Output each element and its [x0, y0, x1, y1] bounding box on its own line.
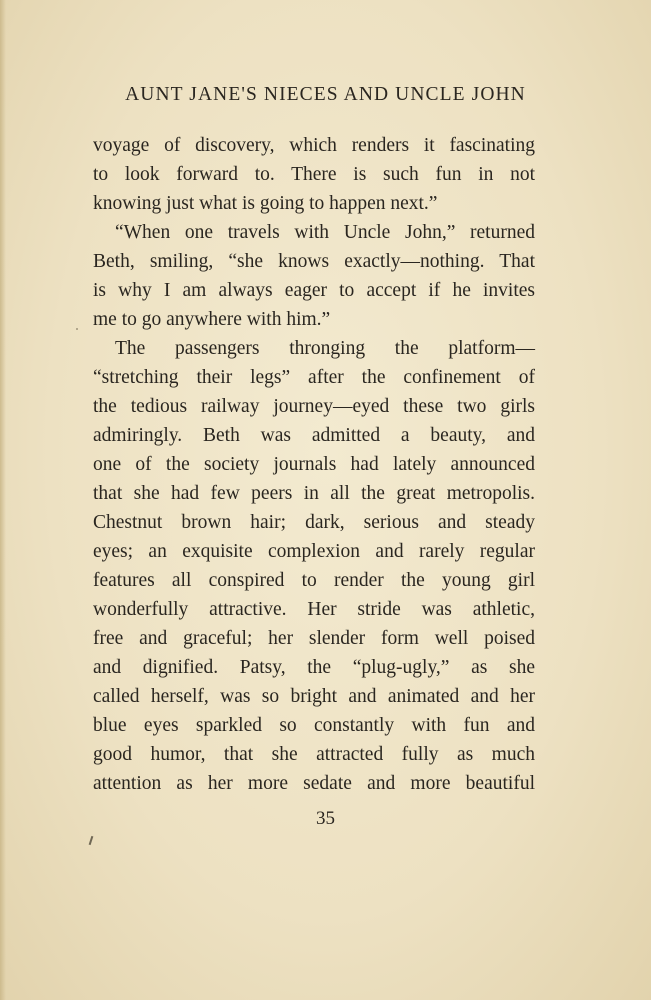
paper-speck: [76, 328, 78, 330]
text-line: Beth, smiling, “she knows exactly—nothing. That: [93, 251, 535, 272]
text-line: admiringly. Beth was admitted a beauty, and: [93, 425, 535, 446]
text-line: voyage of discovery, which renders it fascinating: [93, 135, 535, 156]
text-line: to look forward to. There is such fun in not: [93, 164, 535, 185]
text-line: called herself, was so bright and animated and her: [93, 686, 535, 707]
page-number: 35: [316, 808, 335, 829]
text-line: eyes; an exquisite complexion and rarely regular: [93, 541, 535, 562]
text-line: features all conspired to render the young girl: [93, 570, 535, 591]
text-line: one of the society journals had lately announced: [93, 454, 535, 475]
text-line: “stretching their legs” after the confinement of: [93, 367, 535, 388]
text-line: The passengers thronging the platform—: [115, 338, 535, 359]
text-line: good humor, that she attracted fully as much: [93, 744, 535, 765]
text-line: me to go anywhere with him.”: [93, 309, 331, 330]
body-text: [93, 131, 535, 798]
text-line: “When one travels with Uncle John,” returned: [115, 222, 535, 243]
text-line: free and graceful; her slender form well poised: [93, 628, 535, 649]
text-line: the tedious railway journey—eyed these two girls: [93, 396, 535, 417]
text-line: and dignified. Patsy, the “plug-ugly,” as she: [93, 657, 535, 678]
running-header: AUNT JANE'S NIECES AND UNCLE JOHN: [125, 84, 526, 105]
text-line: blue eyes sparkled so constantly with fun and: [93, 715, 535, 736]
text-line: attention as her more sedate and more beautiful: [93, 773, 535, 794]
text-line: Chestnut brown hair; dark, serious and steady: [93, 512, 535, 533]
page-edge-shadow: [0, 0, 6, 1000]
text-line: that she had few peers in all the great metropolis.: [93, 483, 535, 504]
text-line: is why I am always eager to accept if he invites: [93, 280, 535, 301]
text-line: knowing just what is going to happen next.”: [93, 193, 438, 214]
text-line: wonderfully attractive. Her stride was athletic,: [93, 599, 535, 620]
pencil-mark: [89, 836, 94, 845]
